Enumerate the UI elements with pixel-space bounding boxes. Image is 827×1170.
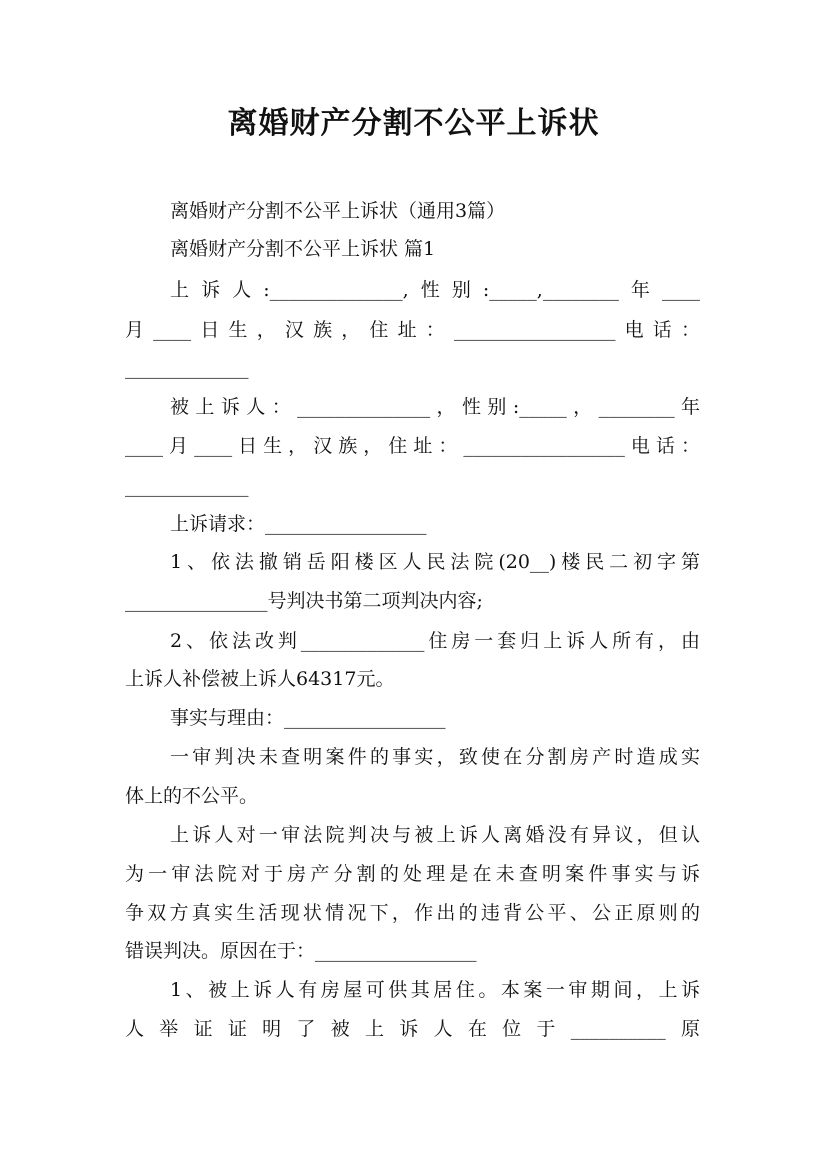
- doc-paragraph-line: _______________号判决书第二项判决内容;: [125, 590, 483, 612]
- doc-paragraph-line: 上诉人补偿被上诉人64317元。: [125, 668, 395, 690]
- doc-paragraph-line: 1、被上诉人有房屋可供其居住。本案一审期间，上诉: [170, 979, 700, 1001]
- doc-paragraph-line: 被上诉人：______________，性别:_____，________年: [170, 396, 700, 418]
- doc-paragraph-line: 上诉人对一审法院判决与被上诉人离婚没有异议，但认: [170, 824, 700, 846]
- doc-paragraph-line: 上诉人:______________,性别:_____,________年____: [170, 279, 700, 301]
- doc-paragraph-line: 1、依法撤销岳阳楼区人民法院(20__)楼民二初字第: [170, 551, 700, 573]
- doc-paragraph-line: 月____日生，汉族，住址：_________________电话：: [125, 319, 700, 341]
- doc-paragraph-line: _____________: [125, 357, 249, 379]
- doc-paragraph-line: 为一审法院对于房产分割的处理是在未查明案件事实与诉: [125, 863, 700, 885]
- doc-paragraph-line: 错误判决。原因在于：_________________: [125, 940, 477, 962]
- doc-paragraph-line: 上诉请求：_________________: [170, 513, 427, 535]
- doc-paragraph-line: 争双方真实生活现状情况下，作出的违背公平、公正原则的: [125, 902, 700, 924]
- doc-paragraph-line: 2、依法改判_____________住房一套归上诉人所有，由: [170, 630, 700, 652]
- doc-paragraph-line: 人举证证明了被上诉人在位于__________原: [125, 1018, 700, 1040]
- doc-paragraph-line: _____________: [125, 475, 249, 497]
- doc-paragraph-line: ____月____日生，汉族，住址：_________________电话：: [125, 435, 700, 457]
- doc-subtitle-line: 离婚财产分割不公平上诉状（通用3篇）: [170, 200, 506, 222]
- doc-paragraph-line: 一审判决未查明案件的事实，致使在分割房产时造成实: [170, 746, 700, 768]
- document-title: 离婚财产分割不公平上诉状: [227, 106, 600, 141]
- doc-paragraph-line: 事实与理由：_________________: [170, 707, 446, 729]
- doc-section-heading: 离婚财产分割不公平上诉状 篇1: [170, 238, 436, 260]
- doc-paragraph-line: 体上的不公平。: [125, 785, 259, 807]
